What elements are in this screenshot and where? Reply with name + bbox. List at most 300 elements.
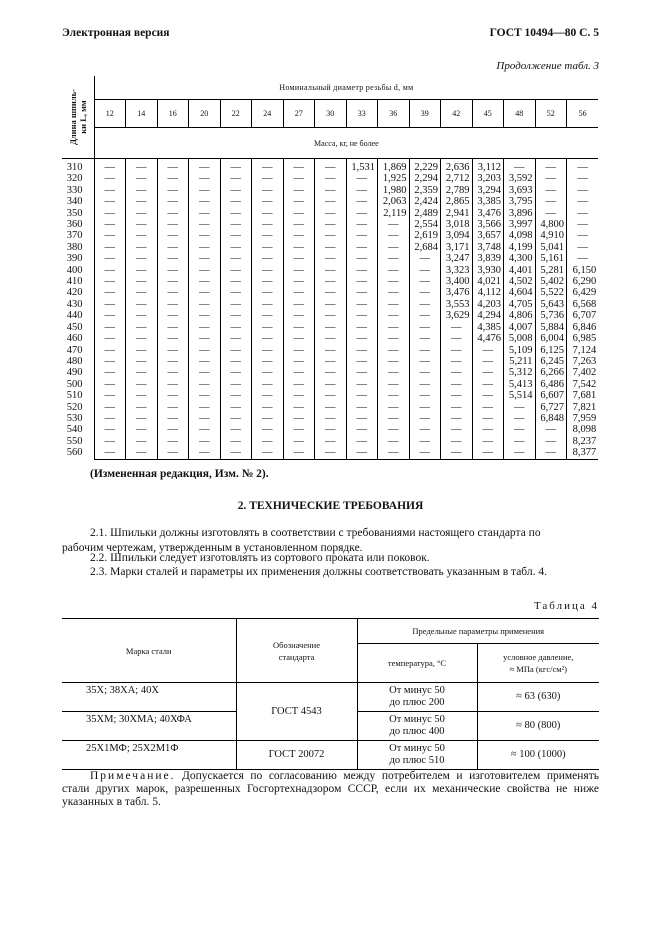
mass-cell: 5,736: [535, 310, 567, 321]
mass-cell: —: [126, 196, 158, 207]
diameter-cell: 36: [378, 99, 410, 128]
mass-cell: 5,109: [504, 345, 536, 356]
mass-cell: —: [220, 310, 252, 321]
mass-cell: 8,098: [572, 424, 597, 436]
mass-cell: —: [346, 436, 378, 447]
table-row: [62, 390, 598, 401]
mass-cell: 1,869: [378, 159, 410, 174]
mass-cell: —: [189, 208, 221, 219]
table-row: [62, 276, 598, 287]
mass-cell: 3,930: [472, 265, 504, 276]
mass-cell: —: [189, 242, 221, 253]
mass-cell: —: [189, 436, 221, 447]
mass-cell: 5,522: [535, 287, 567, 298]
mass-cell: —: [220, 390, 252, 401]
mass-cell: —: [157, 276, 189, 287]
length-cell: 340: [62, 196, 94, 207]
length-cell: 390: [62, 253, 94, 264]
mass-cell: —: [94, 356, 126, 367]
mass-cell: —: [157, 173, 189, 184]
mass-cell: —: [472, 424, 504, 435]
mass-cell: —: [409, 402, 441, 413]
diameter-cell: 33: [346, 99, 378, 128]
mass-cell: —: [409, 253, 441, 264]
mass-cell: 6,727: [535, 402, 567, 413]
mass-cell: —: [283, 219, 315, 230]
mass-cell: —: [252, 356, 284, 367]
mass-cell: —: [157, 287, 189, 298]
mass-cell: —: [378, 436, 410, 447]
mass-cell: —: [94, 345, 126, 356]
mass-cell: —: [577, 253, 588, 265]
mass-cell: —: [378, 299, 410, 310]
paragraph-2-1: 2.1. Шпильки должны изготовлять в соответствии с требованиями настоящего стандарта по: [90, 527, 541, 539]
mass-cell: 7,959: [572, 412, 597, 424]
mass-cell: —: [346, 265, 378, 276]
mass-cell: 8,377: [567, 447, 599, 459]
mass-cell: —: [315, 345, 347, 356]
mass-cell: —: [441, 356, 473, 367]
mass-cell: 5,514: [504, 390, 536, 401]
mass-cell: —: [577, 162, 588, 173]
mass-cell: 5,161: [535, 253, 567, 264]
mass-cell: —: [441, 333, 473, 344]
mass-cell: —: [577, 184, 588, 196]
mass-cell: —: [126, 447, 158, 459]
mass-cell: —: [577, 207, 588, 219]
mass-cell: 3,748: [472, 242, 504, 253]
mass-cell: —: [315, 242, 347, 253]
mass-cell: —: [94, 219, 126, 230]
mass-cell: —: [220, 402, 252, 413]
mass-cell: —: [315, 196, 347, 207]
mass-cell: 3,203: [472, 173, 504, 184]
mass-cell: —: [94, 242, 126, 253]
mass-cell: —: [252, 310, 284, 321]
mass-cell: —: [283, 299, 315, 310]
temperature-cell: От минус 50 до плюс 510: [357, 741, 477, 770]
mass-cell: —: [252, 299, 284, 310]
mass-cell: —: [189, 276, 221, 287]
mass-cell: —: [409, 424, 441, 435]
mass-cell: 3,839: [472, 253, 504, 264]
mass-cell: 3,323: [441, 265, 473, 276]
mass-cell: —: [220, 185, 252, 196]
diameter-cell: 12: [94, 99, 126, 128]
length-cell: 520: [62, 402, 94, 413]
mass-cell: —: [157, 322, 189, 333]
mass-cell: 3,385: [472, 196, 504, 207]
mass-cell: —: [189, 159, 221, 174]
mass-cell: —: [346, 345, 378, 356]
length-cell: 460: [62, 333, 94, 344]
mass-cell: —: [94, 230, 126, 241]
mass-cell: —: [126, 390, 158, 401]
mass-cell: 3,112: [472, 159, 504, 174]
mass-cell: —: [220, 345, 252, 356]
table-row: [62, 322, 598, 333]
mass-cell: —: [157, 333, 189, 344]
mass-cell: —: [94, 208, 126, 219]
mass-cell: —: [441, 367, 473, 378]
mass-cell: 6,004: [535, 333, 567, 344]
mass-cell: —: [157, 379, 189, 390]
mass-cell: —: [283, 208, 315, 219]
mass-cell: —: [157, 208, 189, 219]
mass-cell: —: [220, 265, 252, 276]
mass-cell: 3,171: [441, 242, 473, 253]
mass-cell: —: [252, 196, 284, 207]
mass-cell: —: [189, 390, 221, 401]
mass-cell: —: [126, 379, 158, 390]
mass-cell: —: [315, 276, 347, 287]
mass-cell: —: [409, 299, 441, 310]
mass-cell: 1,531: [346, 159, 378, 174]
mass-cell: —: [378, 356, 410, 367]
mass-cell: —: [126, 333, 158, 344]
mass-cell: —: [346, 333, 378, 344]
table-row: [62, 299, 598, 310]
diameter-cell: 39: [409, 99, 441, 128]
mass-cell: —: [189, 447, 221, 459]
mass-cell: —: [220, 208, 252, 219]
mass-cell: —: [472, 447, 504, 459]
mass-cell: —: [189, 299, 221, 310]
mass-cell: —: [283, 242, 315, 253]
mass-cell: —: [283, 159, 315, 174]
mass-cell: —: [252, 242, 284, 253]
mass-cell: —: [220, 356, 252, 367]
mass-cell: —: [189, 310, 221, 321]
mass-cell: 4,007: [504, 322, 536, 333]
mass-cell: —: [378, 333, 410, 344]
diameter-cell: 42: [441, 99, 473, 128]
mass-cell: —: [315, 287, 347, 298]
mass-cell: —: [378, 265, 410, 276]
section-title: 2. ТЕХНИЧЕСКИЕ ТРЕБОВАНИЯ: [237, 500, 424, 512]
mass-cell: —: [504, 413, 536, 424]
mass-cell: 6,150: [572, 264, 597, 276]
table-row: [62, 436, 598, 447]
mass-cell: —: [220, 333, 252, 344]
table-row: [62, 230, 598, 241]
mass-cell: —: [94, 390, 126, 401]
mass-cell: —: [315, 402, 347, 413]
mass-cell: —: [409, 287, 441, 298]
mass-cell: 4,705: [504, 299, 536, 310]
mass-cell: —: [126, 253, 158, 264]
mass-cell: —: [283, 230, 315, 241]
table-row: [62, 424, 598, 435]
mass-cell: —: [346, 447, 378, 459]
mass-cell: —: [220, 436, 252, 447]
steel-grade-header: Марка стали: [62, 619, 236, 683]
length-cell: 430: [62, 299, 94, 310]
mass-cell: —: [409, 322, 441, 333]
mass-cell: —: [472, 356, 504, 367]
mass-cell: —: [315, 424, 347, 435]
mass-cell: 8,237: [572, 435, 597, 447]
mass-cell: —: [315, 253, 347, 264]
mass-cell: 4,098: [504, 230, 536, 241]
mass-cell: —: [157, 310, 189, 321]
mass-cell: 6,266: [535, 367, 567, 378]
mass-cell: —: [283, 276, 315, 287]
length-cell: 540: [62, 424, 94, 435]
note: [62, 770, 599, 809]
mass-cell: —: [126, 276, 158, 287]
mass-cell: —: [504, 402, 536, 413]
diameter-cell: 30: [315, 99, 347, 128]
mass-cell: —: [472, 379, 504, 390]
mass-cell: —: [157, 299, 189, 310]
mass-cell: —: [441, 322, 473, 333]
mass-cell: —: [189, 413, 221, 424]
length-cell: 510: [62, 390, 94, 401]
mass-cell: —: [94, 287, 126, 298]
mass-cell: 4,203: [472, 299, 504, 310]
length-cell: 310: [62, 159, 94, 174]
diameter-cell: 14: [126, 99, 158, 128]
mass-cell: —: [346, 276, 378, 287]
steel-grade-cell: 35ХМ; 30ХМА; 40ХФА: [62, 712, 236, 741]
mass-cell: —: [315, 185, 347, 196]
mass-cell: —: [252, 219, 284, 230]
length-cell: 490: [62, 367, 94, 378]
mass-cell: 3,629: [441, 310, 473, 321]
table-row: [62, 310, 598, 321]
mass-cell: 3,094: [441, 230, 473, 241]
mass-cell: 3,553: [441, 299, 473, 310]
mass-cell: —: [252, 276, 284, 287]
mass-cell: 3,476: [441, 287, 473, 298]
mass-cell: —: [315, 333, 347, 344]
mass-cell: —: [220, 253, 252, 264]
mass-cell: 2,119: [378, 208, 410, 219]
mass-cell: 5,402: [535, 276, 567, 287]
mass-cell: —: [472, 367, 504, 378]
mass-cell: 7,542: [572, 378, 597, 390]
mass-cell: —: [94, 322, 126, 333]
mass-cell: 4,294: [472, 310, 504, 321]
mass-cell: —: [346, 230, 378, 241]
mass-cell: —: [252, 402, 284, 413]
mass-cell: —: [409, 265, 441, 276]
mass-cell: 2,359: [409, 185, 441, 196]
steel-grade-cell: 35Х; 38ХА; 40Х: [62, 683, 236, 712]
mass-cell: —: [378, 230, 410, 241]
mass-cell: —: [577, 196, 588, 208]
length-cell: 380: [62, 242, 94, 253]
mass-cell: —: [189, 196, 221, 207]
mass-table-body: [62, 159, 598, 460]
mass-cell: —: [283, 379, 315, 390]
mass-cell: —: [378, 379, 410, 390]
header-right: ГОСТ 10494—80 С. 5: [489, 27, 599, 39]
mass-cell: —: [283, 345, 315, 356]
mass-cell: —: [472, 436, 504, 447]
mass-cell: —: [441, 390, 473, 401]
mass-cell: —: [252, 230, 284, 241]
mass-cell: 2,294: [409, 173, 441, 184]
mass-cell: —: [346, 424, 378, 435]
mass-cell: —: [472, 402, 504, 413]
mass-cell: 6,125: [535, 345, 567, 356]
mass-cell: 1,980: [378, 185, 410, 196]
mass-cell: —: [346, 367, 378, 378]
diameter-cell: 52: [535, 99, 567, 128]
mass-cell: —: [189, 379, 221, 390]
mass-cell: —: [157, 402, 189, 413]
mass-cell: —: [346, 390, 378, 401]
mass-cell: 2,619: [409, 230, 441, 241]
mass-cell: —: [126, 413, 158, 424]
mass-cell: —: [220, 173, 252, 184]
mass-cell: —: [126, 159, 158, 174]
mass-cell: —: [315, 265, 347, 276]
mass-cell: 4,476: [472, 333, 504, 344]
length-cell: 480: [62, 356, 94, 367]
mass-cell: —: [346, 185, 378, 196]
mass-cell: —: [346, 287, 378, 298]
mass-cell: 3,018: [441, 219, 473, 230]
mass-cell: —: [283, 265, 315, 276]
mass-cell: —: [346, 402, 378, 413]
mass-cell: 3,657: [472, 230, 504, 241]
mass-cell: 2,865: [441, 196, 473, 207]
diameter-cell: 22: [220, 99, 252, 128]
mass-cell: —: [157, 345, 189, 356]
mass-cell: 2,941: [441, 208, 473, 219]
mass-cell: —: [220, 413, 252, 424]
mass-cell: 7,402: [572, 367, 597, 379]
mass-cell: —: [220, 276, 252, 287]
length-cell: 400: [62, 265, 94, 276]
mass-cell: —: [126, 185, 158, 196]
mass-cell: —: [409, 390, 441, 401]
table-row: [62, 208, 598, 219]
mass-cell: —: [220, 447, 252, 459]
mass-cell: —: [577, 241, 588, 253]
length-cell: 350: [62, 208, 94, 219]
temperature-header: температура, °C: [357, 644, 477, 683]
mass-cell: 5,211: [504, 356, 536, 367]
mass-cell: —: [283, 390, 315, 401]
mass-cell: 6,846: [572, 321, 597, 333]
mass-cell: 4,800: [535, 219, 567, 230]
mass-cell: —: [283, 333, 315, 344]
mass-cell: —: [94, 196, 126, 207]
diameter-cell: 56: [567, 99, 599, 128]
mass-cell: —: [283, 185, 315, 196]
mass-cell: 5,643: [535, 299, 567, 310]
mass-cell: —: [189, 367, 221, 378]
mass-cell: —: [346, 208, 378, 219]
mass-cell: —: [315, 379, 347, 390]
mass-cell: —: [220, 242, 252, 253]
mass-cell: 2,684: [409, 242, 441, 253]
mass-cell: 3,566: [472, 219, 504, 230]
mass-table: [62, 76, 598, 460]
length-column-header: Длина шпиль- ки L, мм: [62, 76, 94, 159]
mass-cell: —: [94, 402, 126, 413]
mass-cell: —: [189, 424, 221, 435]
mass-cell: —: [346, 413, 378, 424]
mass-cell: —: [252, 436, 284, 447]
mass-cell: —: [346, 379, 378, 390]
mass-cell: —: [126, 230, 158, 241]
mass-cell: —: [283, 413, 315, 424]
mass-cell: —: [472, 413, 504, 424]
mass-header: Масса, кг, не более: [94, 128, 598, 159]
mass-cell: —: [94, 310, 126, 321]
mass-cell: —: [346, 253, 378, 264]
mass-cell: —: [409, 276, 441, 287]
mass-cell: 2,489: [409, 208, 441, 219]
mass-cell: 5,312: [504, 367, 536, 378]
mass-cell: 5,281: [535, 265, 567, 276]
mass-cell: 4,401: [504, 265, 536, 276]
mass-cell: —: [535, 173, 567, 184]
mass-cell: —: [315, 173, 347, 184]
mass-cell: —: [315, 413, 347, 424]
mass-cell: —: [157, 219, 189, 230]
limits-header: Предельные параметры применения: [357, 619, 599, 644]
mass-cell: —: [504, 424, 536, 435]
mass-cell: 6,429: [572, 287, 597, 299]
table-row: [62, 333, 598, 344]
table-row: [62, 242, 598, 253]
mass-cell: —: [126, 436, 158, 447]
mass-cell: —: [94, 413, 126, 424]
mass-cell: 4,112: [472, 287, 504, 298]
mass-cell: —: [189, 345, 221, 356]
table-row: [62, 367, 598, 378]
diameter-cell: 48: [504, 99, 536, 128]
mass-cell: —: [94, 173, 126, 184]
mass-cell: —: [252, 322, 284, 333]
mass-cell: —: [252, 287, 284, 298]
mass-cell: 2,712: [441, 173, 473, 184]
mass-cell: 4,604: [504, 287, 536, 298]
mass-cell: 3,247: [441, 253, 473, 264]
mass-cell: —: [157, 159, 189, 174]
mass-cell: —: [94, 333, 126, 344]
mass-cell: —: [189, 230, 221, 241]
mass-cell: —: [252, 253, 284, 264]
pressure-cell: ≈ 80 (800): [477, 712, 599, 741]
paragraph-2-2: 2.2. Шпильки следует изготовлять из сортового проката или поковок.: [90, 552, 430, 564]
mass-cell: —: [94, 159, 126, 174]
mass-cell: 2,063: [378, 196, 410, 207]
mass-cell: —: [346, 299, 378, 310]
length-cell: 330: [62, 185, 94, 196]
mass-cell: —: [378, 367, 410, 378]
mass-cell: 6,568: [572, 298, 597, 310]
mass-cell: —: [157, 413, 189, 424]
mass-cell: —: [378, 402, 410, 413]
mass-cell: —: [157, 436, 189, 447]
mass-cell: —: [94, 379, 126, 390]
mass-cell: —: [94, 299, 126, 310]
mass-cell: —: [346, 242, 378, 253]
mass-cell: —: [126, 299, 158, 310]
mass-cell: —: [535, 424, 567, 435]
mass-cell: —: [94, 265, 126, 276]
steel-table: [62, 618, 599, 770]
mass-cell: —: [220, 322, 252, 333]
length-cell: 320: [62, 173, 94, 184]
